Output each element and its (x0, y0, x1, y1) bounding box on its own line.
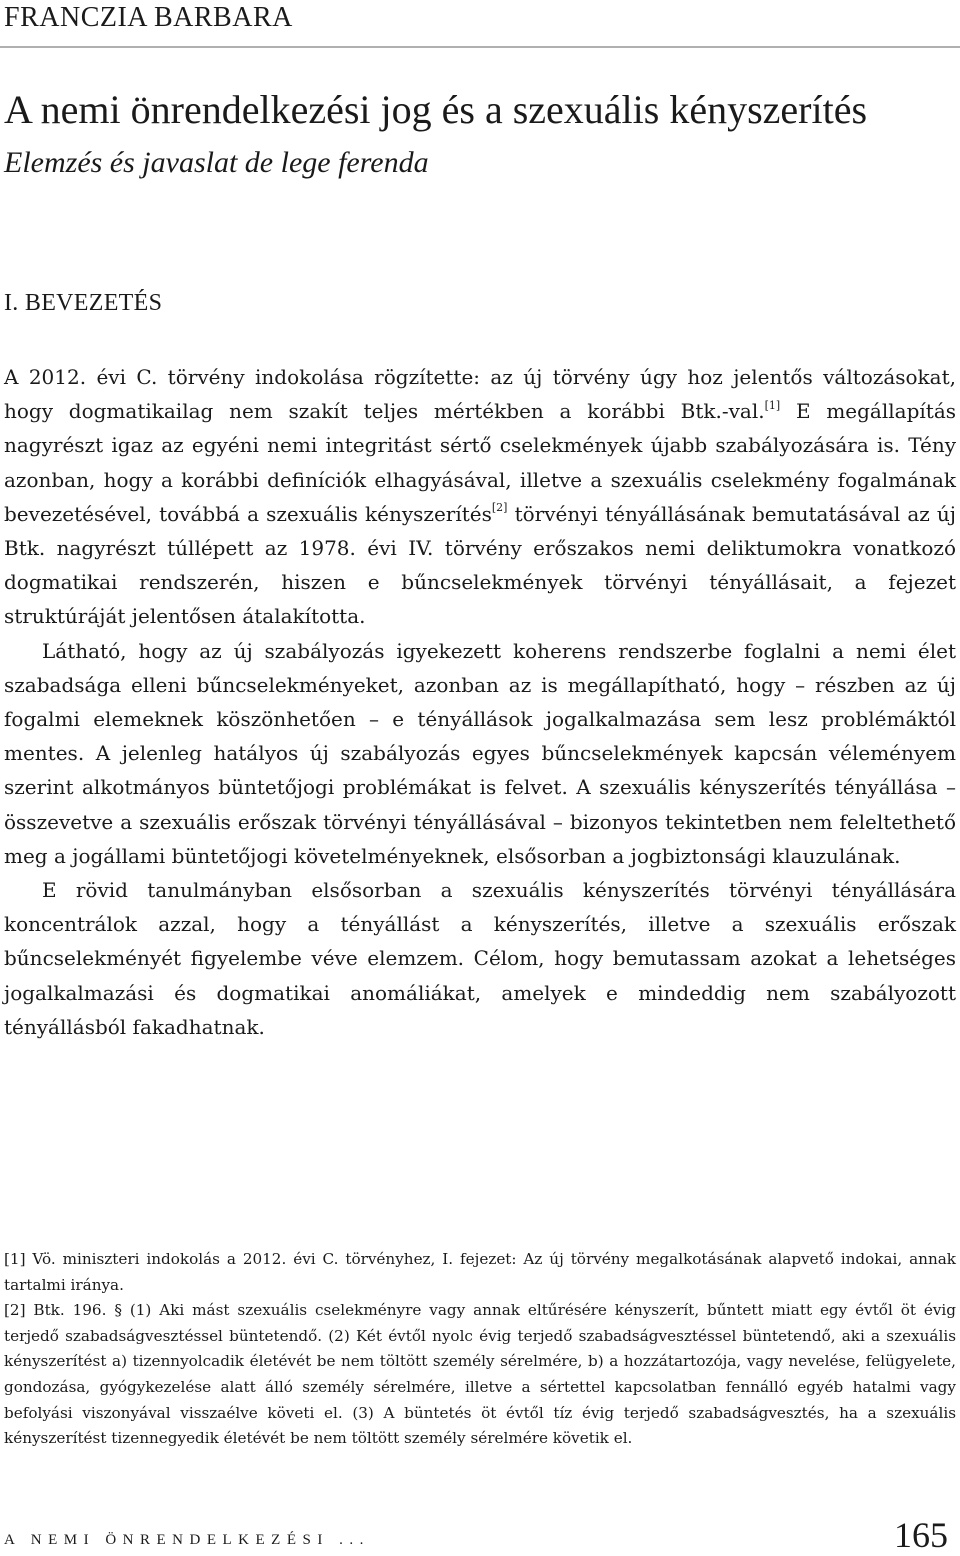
running-title: A NEMI ÖNRENDELKEZÉSI ... (4, 1532, 370, 1548)
page-number: 165 (894, 1515, 948, 1555)
footnote-ref-1[interactable]: [1] (764, 398, 781, 412)
article-subtitle: Elemzés és javaslat de lege ferenda (4, 146, 429, 179)
paragraph-3: E rövid tanulmányban elsősorban a szexuális kényszerítés törvényi tényállására koncentrálok azzal, hogy a tényállást a kényszerítés, illetve a szexuális erőszak bűncselekményét figyelembe véve elemzem. Célom, hogy bemutassam azokat a lehetséges jogalkalmazási és dogmatikai anomáliákat, amelyek e mindeddig nem szabályozott tényállásból fakadhatnak. (4, 878, 956, 1039)
paragraph-2: Látható, hogy az új szabályozás igyekezett koherens rendszerbe foglalni a nemi élet szabadsága elleni bűncselekményeket, azonban az is megállapítható, hogy – részben az új fogalmi elemeknek köszönhetően – e tényállások jogalkalmazása sem lesz problémáktól mentes. A jelenleg hatályos új szabályozás egyes bűncselekmények kapcsán véleményem szerint alkotmányos büntetőjogi problémákat is felvet. A szexuális kényszerítés tényállása – összevetve a szexuális erőszak törvényi tényállásával – bizonyos tekintetben nem feleltethető meg a jogállami büntetőjogi követelményeknek, elsősorban a jogbiztonsági klauzulának. (4, 638, 956, 868)
section-heading: I. BEVEZETÉS (4, 290, 163, 316)
paragraph-1 (4, 360, 956, 634)
paragraph-1-part-c: törvényi tényállásának bemutatásával az új Btk. nagyrészt túllépett az 1978. évi IV. törvény erőszakos nemi deliktumokra vonatkozó dogmatikai rendszerén, hiszen e bűncselekmények törvényi tényállásait, a fejezet struktúráját jelentősen átalakította. (4, 501, 956, 629)
footnotes (4, 1247, 956, 1452)
author-name: FRANCZIA BARBARA (4, 2, 293, 33)
footnote-ref-2[interactable]: [2] (491, 501, 508, 515)
body-text (4, 360, 956, 1044)
paragraph-1-part-a: A 2012. évi C. törvény indokolása rögzítette: az új törvény úgy hoz jelentős változásokat, hogy dogmatikailag nem szakít teljes mértékben a korábbi Btk.-val. (4, 365, 956, 424)
footnotes-divider (0, 1224, 960, 1225)
footnote-1: [1] Vö. miniszteri indokolás a 2012. évi C. törvényhez, I. fejezet: Az új törvény megalkotásának alapvető indokai, annak tartalmi iránya. (4, 1250, 956, 1294)
article-title: A nemi önrendelkezési jog és a szexuális kényszerítés (4, 87, 868, 132)
header-divider (0, 46, 960, 48)
footnote-2: [2] Btk. 196. § (1) Aki mást szexuális cselekményre vagy annak eltűrésére kényszerít, bűntett miatt egy évtől öt évig terjedő szabadságvesztéssel büntetendő. (2) Két évtől nyolc évig terjedő szabadságvesztéssel büntetendő, aki a szexuális kényszerítést a) tizennyolcadik életévét be nem töltött személy sérelmére, b) a hozzátartozója, vagy nevelése, felügyelete, gondozása, gyógykezelése alatt álló személy sérelmére, illetve a sértettel kapcsolatban fennálló egyéb hatalmi vagy befolyási viszonyával visszaélve követi el. (3) A büntetés öt évtől tíz évig terjedő szabadságvesztés, ha a szexuális kényszerítést tizennegyedik életévét be nem töltött személy sérelmére követik el. (4, 1301, 956, 1448)
paragraph-1-part-b: E megállapítás nagyrészt igaz az egyéni nemi integritást sértő cselekmények újabb szabályozására is. Tény azonban, hogy a korábbi definíciók elhagyásával, illetve a szexuális cselekmény fogalmának bevezetésével, továbbá a szexuális kényszerítés (4, 399, 957, 526)
